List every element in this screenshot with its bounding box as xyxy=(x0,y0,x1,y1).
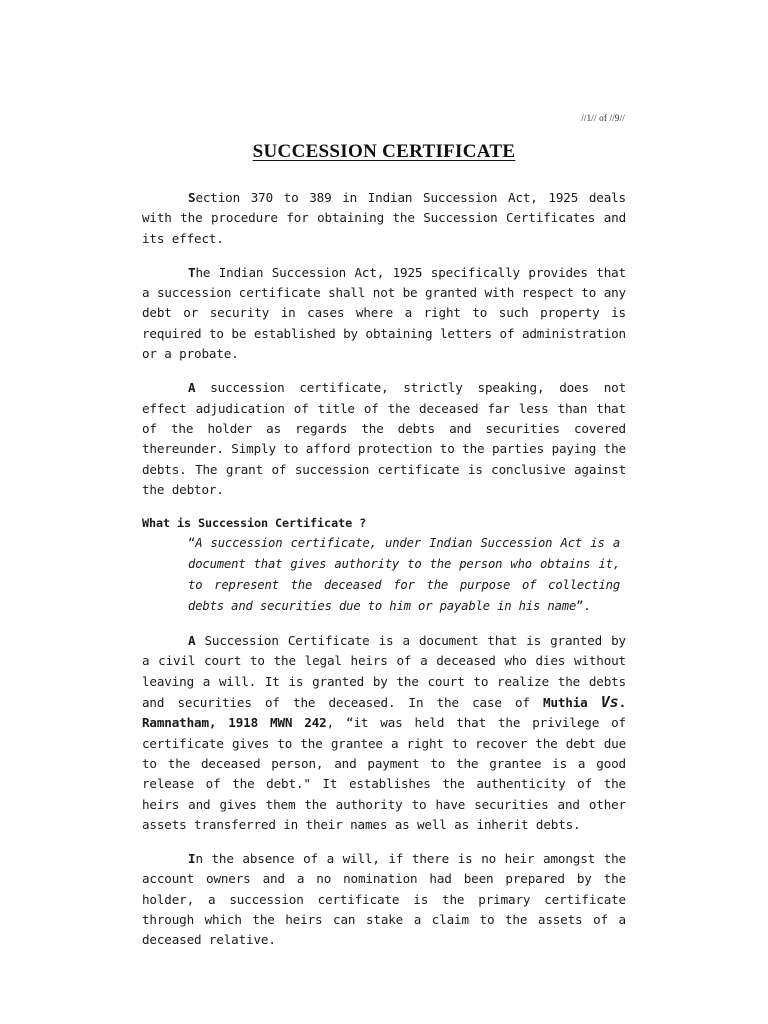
paragraph-act-provision xyxy=(142,263,626,364)
paragraph-text: succession certificate, strictly speaking, does not effect adjudication of title of the deceased far less than that of the holder as regards the debts and securities covered thereunder. Simply to afford protection to the parties paying the debts. The grant of succession certificate is conclusive against the debtor. xyxy=(142,380,626,497)
case-versus: Vs xyxy=(600,693,619,712)
paragraph-case-law xyxy=(142,631,626,835)
open-quote: “ xyxy=(188,536,196,551)
paragraph-text: ection 370 to 389 in Indian Succession Act, 1925 deals with the procedure for obtaining the Succession Certificates and its effect. xyxy=(142,190,626,246)
paragraph-text: n the absence of a will, if there is no heir amongst the account owners and a no nomination had been prepared by the holder, a succession certificate is the primary certificate through which the heirs can stake a claim to the assets of a deceased relative. xyxy=(142,851,626,948)
definition-quote xyxy=(188,533,620,617)
paragraph-adjudication xyxy=(142,378,626,500)
paragraph-section-intro xyxy=(142,188,626,249)
page-number: //1// of //9// xyxy=(581,113,625,123)
quote-text: A succession certificate, under Indian Succession Act is a document that gives authority to the person who obtains it, to represent the deceased for the purpose of collecting debts and securities due to him or payable in his name xyxy=(188,536,620,614)
paragraph-text: , “it was held that the privilege of certificate gives to the grantee a right to recover the debt due to the deceased person, and payment to the grantee is a good release of the debt." It establishes the authenticity of the heirs and gives them the authority to have securities and other assets transferred in their names as well as inherit debts. xyxy=(142,715,626,832)
paragraph-text: Succession Certificate is a document that is granted by a civil court to the legal heirs of a deceased who dies without leaving a will. It is granted by the court to realize the debts and securities of the deceased. In the case of xyxy=(142,633,626,711)
paragraph-absence-of-will xyxy=(142,849,626,950)
document-body xyxy=(142,188,626,965)
section-heading: What is Succession Certificate ? xyxy=(142,516,367,531)
case-name-second: . Ramnatham, 1918 MWN 242 xyxy=(142,695,626,731)
drop-letter: I xyxy=(188,851,196,867)
paragraph-text: he Indian Succession Act, 1925 specifically provides that a succession certificate shall not be granted with respect to any debt or security in cases where a right to such property is required to be established by obtaining letters of administration or a probate. xyxy=(142,264,626,362)
drop-letter: A xyxy=(188,380,196,396)
document-title: SUCCESSION CERTIFICATE xyxy=(252,141,516,162)
close-quote: ”. xyxy=(576,599,591,614)
case-name-first: Muthia xyxy=(543,695,588,711)
drop-letter: T xyxy=(188,264,196,280)
drop-letter: A xyxy=(188,633,196,649)
drop-letter: S xyxy=(188,190,196,205)
